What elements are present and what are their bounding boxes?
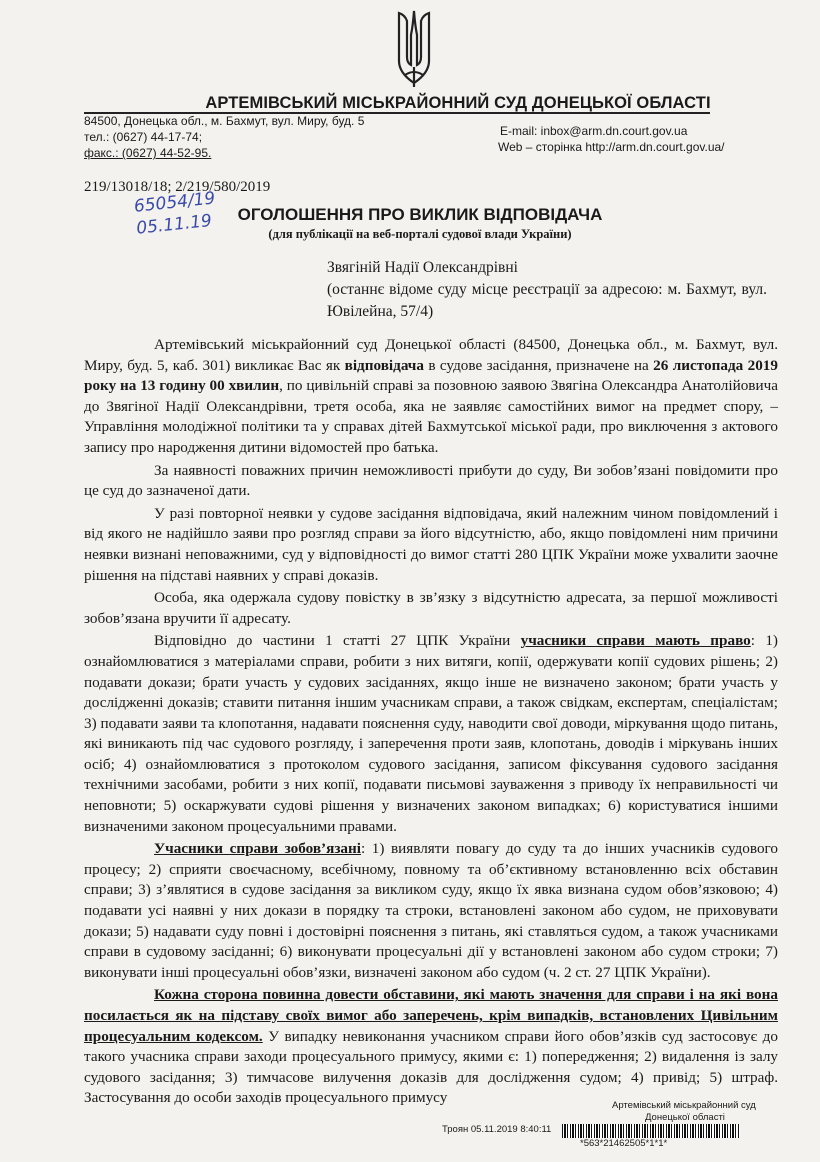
addressee-block (327, 257, 767, 323)
court-name: АРТЕМІВСЬКИЙ МІСЬКРАЙОННИЙ СУД ДОНЕЦЬКОЇ ОБЛАСТІ (205, 94, 711, 112)
handwritten-registration-stamp: 65054/19 05.11.19 (133, 188, 217, 239)
barcode-text: *563*21462505*1*1* (580, 1138, 668, 1149)
footer-court-stamp-2: Донецької області (645, 1112, 725, 1123)
paragraph-burden-of-proof: Кожна сторона повинна довести обставини, які мають значення для справи і на які вона посилається як на підставу своїх вимог або заперечень, крім випадків, встановлених Цивільним процесуальним кодексом. У випадку невиконання учасником справи його обов’язків суд застосовує до такого учасника справи заходи процесуального примусу, якими є: 1) попередження; 2) видалення із залу судового засідання; 3) тимчасове вилучення доказів для дослідження судом; 4) привід; 5) штраф. Застосування до особи заходів процесуального примусу (84, 986, 779, 1107)
notice-subtitle: (для публікації на веб-порталі судової влади України) (268, 227, 572, 241)
trident-emblem-icon (393, 5, 435, 91)
court-email[interactable]: E-mail: inbox@arm.dn.court.gov.ua (500, 124, 688, 138)
barcode (562, 1124, 740, 1138)
footer-timestamp: Троян 05.11.2019 8:40:11 (442, 1124, 552, 1135)
addressee-address: (останнє відоме суду місце реєстрації за адресою: м. Бахмут, вул. Ювілейна, 57/4) (327, 281, 767, 320)
notice-title: ОГОЛОШЕННЯ ПРО ВИКЛИК ВІДПОВІДАЧА (237, 205, 603, 224)
paragraph-notify: За наявності поважних причин неможливості прибути до суду, Ви зобов’язані повідомити про це суд до зазначеної дати. (84, 461, 778, 500)
court-fax: факс.: (0627) 44-52-95. (84, 146, 212, 160)
case-numbers: 219/13018/18; 2/219/580/2019 (84, 179, 271, 195)
notice-body (84, 335, 778, 1110)
paragraph-default-judgment: У разі повторної неявки у судове засідання відповідача, який належним чином повідомлений і від якого не надійшло заяви про розгляд справи за його відсутністю, або, якщо повідомлені ним причини неявки визнані неповажними, суд у відповідності до вимог статті 280 ЦПК України може ухвалити заочне рішення на підставі наявних у справі доказів. (84, 504, 778, 584)
paragraph-rights: Відповідно до частини 1 статті 27 ЦПК України учасники справи мають право: 1) ознайомлюватися з матеріалами справи, робити з них витяги, копії, одержувати копії судових рішень; 2) подавати докази; брати участь у судових засіданнях, якщо інше не визначено законом; брати участь у дослідженні доказів; ставити питання іншим учасникам справи, а також свідкам, експертам, спеціалістам; 3) подавати заяви та клопотання, надавати пояснення суду, наводити свої доводи, міркування щодо питань, які виникають під час судового розгляду, і заперечення проти заяв, клопотань, доводів і міркувань інших осіб; 4) ознайомлюватися з протоколом судового засідання, записом фіксування судового засідання технічними засобами, робити з них копії, подавати письмові зауваження з приводу їх неправильності чи неповноти; 5) оскаржувати судові рішення у визначених законом випадках; 6) користуватися іншими визначеними законом процесуальними правами. (84, 632, 778, 835)
court-phone: тел.: (0627) 44-17-74; (84, 130, 203, 144)
court-web[interactable]: Web – сторінка http://arm.dn.court.gov.ua/ (498, 140, 725, 154)
paragraph-delivery: Особа, яка одержала судову повістку в зв’язку з відсутністю адресата, за першої можливості зобов’язана вручити її адресату. (84, 589, 778, 627)
paragraph-duties: Учасники справи зобов’язані: 1) виявляти повагу до суду та до інших учасників судового процесу; 2) сприяти своєчасному, всебічному, повному та об’єктивному встановленню всіх обставин справи; 3) з’являтися в судове засідання за викликом суду, якщо їх явка визнана судом обов’язковою; 4) подавати усі наявні у них докази в порядку та строки, встановлені законом або судом, не приховувати докази; 5) надавати суду повні і достовірні пояснення з питань, які ставляться судом, а також учасниками справи в судовому засіданні; 6) виконувати процесуальні дії у встановлені законом або судом строки; 7) виконувати інші процесуальні обов’язки, визначені законом або судом (ч. 2 ст. 27 ЦПК України). (84, 840, 778, 981)
paragraph-summons: Артемівський міськрайонний суд Донецької області (84500, Донецька обл., м. Бахмут, вул. Миру, буд. 5, каб. 301) викликає Вас як відповідача в судове засідання, призначене на 26 листопада 2019 року на 13 годину 00 хвилин, по цивільній справі за позовною заявою Звягіна Олександра Анатолійовича до Звягіної Надії Олександрівни, третя особа, яка не заявляє самостійних вимог на предмет спору, – Управління молодіжної політики та у справах дітей Бахмутської міської ради, про виключення з актового запису про народження дитини відомостей про батька. (84, 336, 778, 456)
court-address: 84500, Донецька обл., м. Бахмут, вул. Миру, буд. 5 (84, 114, 365, 128)
footer-court-stamp-1: Артемівський міськрайонний суд (612, 1100, 756, 1111)
addressee-name: Звягіній Надії Олександрівні (327, 259, 518, 276)
